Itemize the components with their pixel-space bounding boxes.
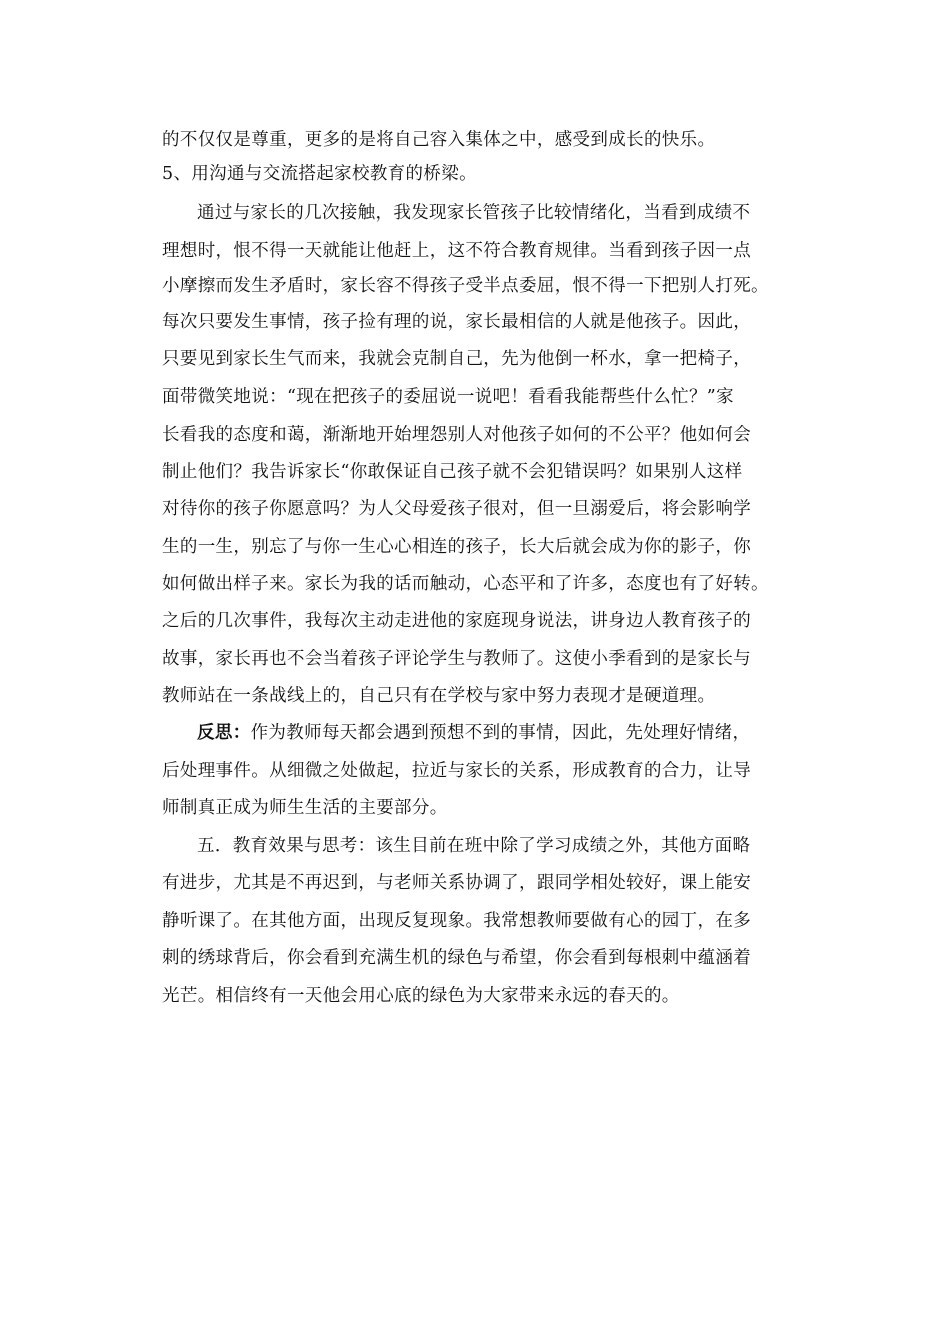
section-heading: 5、用沟通与交流搭起家校教育的桥梁。 <box>162 164 477 184</box>
reflection-label: 反思： <box>197 723 251 743</box>
paragraph-line: 师制真正成为师生生活的主要部分。 <box>162 798 448 818</box>
paragraph-line: 通过与家长的几次接触，我发现家长管孩子比较情绪化，当看到成绩不 <box>197 203 751 223</box>
paragraph-line: 刺的绣球背后，你会看到充满生机的绿色与希望，你会看到每根刺中蕴涵着 <box>162 948 752 968</box>
paragraph-line: 对待你的孩子你愿意吗？为人父母爱孩子很对，但一旦溺爱后，将会影响学 <box>162 499 752 519</box>
paragraph-line: 光芒。相信终有一天他会用心底的绿色为大家带来永远的春天的。 <box>162 986 680 1006</box>
paragraph-line: 面带微笑地说：“现在把孩子的委屈说一说吧！看看我能帮些什么忙？”家 <box>162 387 734 407</box>
paragraph-line: 只要见到家长生气而来，我就会克制自己，先为他倒一杯水，拿一把椅子， <box>162 349 752 369</box>
paragraph-line: 的不仅仅是尊重，更多的是将自己容入集体之中，感受到成长的快乐。 <box>162 130 716 150</box>
paragraph-line: 静听课了。在其他方面，出现反复现象。我常想教师要做有心的园丁，在多 <box>162 911 752 931</box>
reflection-text: 作为教师每天都会遇到预想不到的事情，因此，先处理好情绪， <box>250 723 751 743</box>
paragraph-line: 小摩擦而发生矛盾时，家长容不得孩子受半点委屈，恨不得一下把别人打死。 <box>162 276 769 296</box>
paragraph-line: 每次只要发生事情，孩子捡有理的说，家长最相信的人就是他孩子。因此， <box>162 312 752 332</box>
paragraph-line: 理想时，恨不得一天就能让他赶上，这不符合教育规律。当看到孩子因一点 <box>162 241 752 261</box>
reflection-line <box>197 721 750 745</box>
paragraph-line: 故事，家长再也不会当着孩子评论学生与教师了。这使小季看到的是家长与 <box>162 649 752 669</box>
paragraph-line: 制止他们？我告诉家长“你敢保证自己孩子就不会犯错误吗？如果别人这样 <box>162 462 743 482</box>
paragraph-line: 教师站在一条战线上的，自己只有在学校与家中努力表现才是硬道理。 <box>162 686 716 706</box>
paragraph-line: 长看我的态度和蔼，渐渐地开始埋怨别人对他孩子如何的不公平？他如何会 <box>162 425 752 445</box>
paragraph-line: 之后的几次事件，我每次主动走进他的家庭现身说法，讲身边人教育孩子的 <box>162 611 752 631</box>
paragraph-line: 生的一生，别忘了与你一生心心相连的孩子，长大后就会成为你的影子，你 <box>162 537 752 557</box>
section-heading: 五．教育效果与思考：该生目前在班中除了学习成绩之外，其他方面略 <box>197 836 751 856</box>
paragraph-line: 有进步，尤其是不再迟到，与老师关系协调了，跟同学相处较好，课上能安 <box>162 873 752 893</box>
paragraph-line: 如何做出样子来。家长为我的话而触动，心态平和了许多，态度也有了好转。 <box>162 574 769 594</box>
paragraph-line: 后处理事件。从细微之处做起，拉近与家长的关系，形成教育的合力，让导 <box>162 761 752 781</box>
